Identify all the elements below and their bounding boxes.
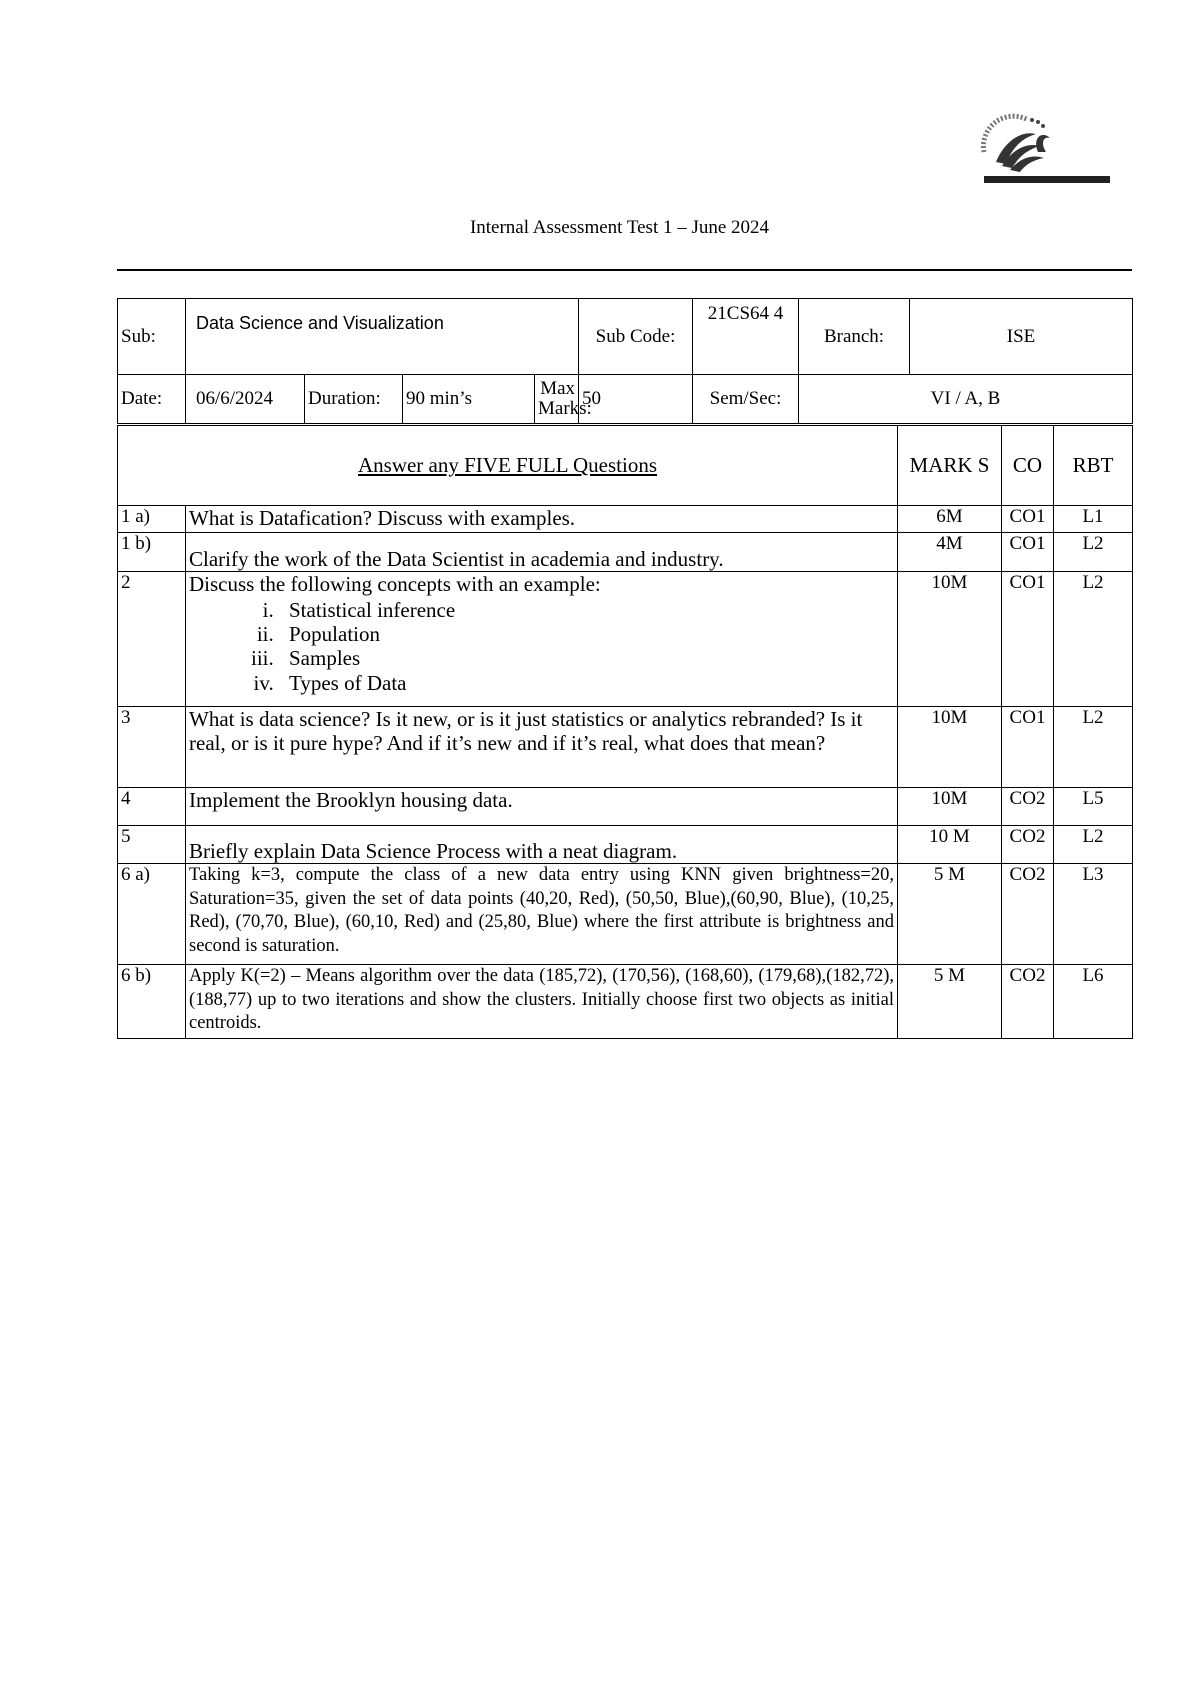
date-value: 06/6/2024	[186, 375, 305, 424]
question-marks: 10M	[898, 572, 1002, 707]
question-number: 6 b)	[118, 965, 186, 1039]
max-marks-value: 50	[579, 375, 693, 424]
question-rbt: L3	[1054, 864, 1133, 965]
table-row	[118, 707, 1133, 788]
sem-sec-value: VI / A, B	[799, 375, 1133, 424]
question-marks: 5 M	[898, 864, 1002, 965]
question-rbt: L2	[1054, 572, 1133, 707]
sem-sec-label: Sem/Sec:	[693, 375, 799, 424]
cmrit-logo	[976, 112, 1118, 186]
sub-code-value: 21CS64 4	[693, 299, 799, 375]
question-co: CO1	[1002, 707, 1054, 788]
question-rbt: L6	[1054, 965, 1133, 1039]
cmrit-logo-graphic	[976, 112, 1118, 186]
question-text: Briefly explain Data Science Process with a neat diagram.	[186, 826, 898, 864]
question-text: Implement the Brooklyn housing data.	[186, 788, 898, 826]
sub-code-label: Sub Code:	[579, 299, 693, 375]
table-row	[118, 965, 1133, 1039]
table-row	[118, 864, 1133, 965]
question-text: Clarify the work of the Data Scientist in academia and industry.	[186, 533, 898, 572]
question-number: 1 b)	[118, 533, 186, 572]
question-co: CO2	[1002, 826, 1054, 864]
table-row	[118, 788, 1133, 826]
question-number: 6 a)	[118, 864, 186, 965]
question-marks: 10 M	[898, 826, 1002, 864]
list-item: iii. Samples	[279, 646, 894, 670]
table-row	[118, 506, 1133, 533]
question-number: 2	[118, 572, 186, 707]
question-marks: 10M	[898, 707, 1002, 788]
list-item: iv. Types of Data	[279, 671, 894, 695]
question-text: Apply K(=2) – Means algorithm over the data (185,72), (170,56), (168,60), (179,68),(182,72),(188,77) up to two iterations and show the clusters. Initially choose first two objects as initial centroids.	[186, 965, 898, 1039]
branch-value: ISE	[910, 299, 1133, 375]
question-number: 5	[118, 826, 186, 864]
question-co: CO1	[1002, 572, 1054, 707]
question-co: CO2	[1002, 864, 1054, 965]
question-co: CO2	[1002, 965, 1054, 1039]
rbt-header: RBT	[1054, 426, 1133, 506]
header-table	[117, 298, 1133, 424]
marks-header: MARK S	[898, 426, 1002, 506]
question-co: CO1	[1002, 533, 1054, 572]
question-text: What is data science? Is it new, or is it just statistics or analytics rebranded? Is it real, or is it pure hype? And if it’s new and if it’s real, what does that mean?	[186, 707, 898, 788]
sub-label: Sub:	[118, 299, 186, 375]
question-marks: 5 M	[898, 965, 1002, 1039]
question-text: Taking k=3, compute the class of a new data entry using KNN given brightness=20, Saturation=35, given the set of data points (40,20, Red), (50,50, Blue),(60,90, Blue), (10,25, Red), (70,70, Blue), (60,10, Red) and (25,80, Blue) where the first attribute is brightness and second is saturation.	[186, 864, 898, 965]
question-cell	[186, 572, 898, 707]
question-number: 3	[118, 707, 186, 788]
questions-table	[117, 425, 1133, 1039]
duration-label: Duration:	[305, 375, 403, 424]
list-item: ii. Population	[279, 622, 894, 646]
question-text: Discuss the following concepts with an example:	[189, 572, 601, 596]
question-rbt: L2	[1054, 826, 1133, 864]
question-text: What is Datafication? Discuss with examples.	[186, 506, 898, 533]
table-row	[118, 572, 1133, 707]
question-marks: 4M	[898, 533, 1002, 572]
question-number: 4	[118, 788, 186, 826]
table-row	[118, 826, 1133, 864]
table-row	[118, 533, 1133, 572]
question-marks: 10M	[898, 788, 1002, 826]
question-rbt: L2	[1054, 707, 1133, 788]
question-rbt: L2	[1054, 533, 1133, 572]
question-marks: 6M	[898, 506, 1002, 533]
question-rbt: L1	[1054, 506, 1133, 533]
co-header: CO	[1002, 426, 1054, 506]
question-rbt: L5	[1054, 788, 1133, 826]
list-item: i. Statistical inference	[279, 598, 894, 622]
instruction-cell	[118, 426, 898, 506]
question-co: CO1	[1002, 506, 1054, 533]
question-number: 1 a)	[118, 506, 186, 533]
subject-value: Data Science and Visualization	[186, 299, 579, 375]
question-co: CO2	[1002, 788, 1054, 826]
date-label: Date:	[118, 375, 186, 424]
instruction-text: Answer any FIVE FULL Questions	[357, 453, 658, 478]
duration-value: 90 min’s	[403, 375, 535, 424]
concept-list	[189, 598, 894, 695]
page-title: Internal Assessment Test 1 – June 2024	[469, 217, 770, 238]
branch-label: Branch:	[799, 299, 910, 375]
max-marks-label: Max Marks:	[535, 375, 579, 424]
title-divider	[117, 269, 1132, 271]
